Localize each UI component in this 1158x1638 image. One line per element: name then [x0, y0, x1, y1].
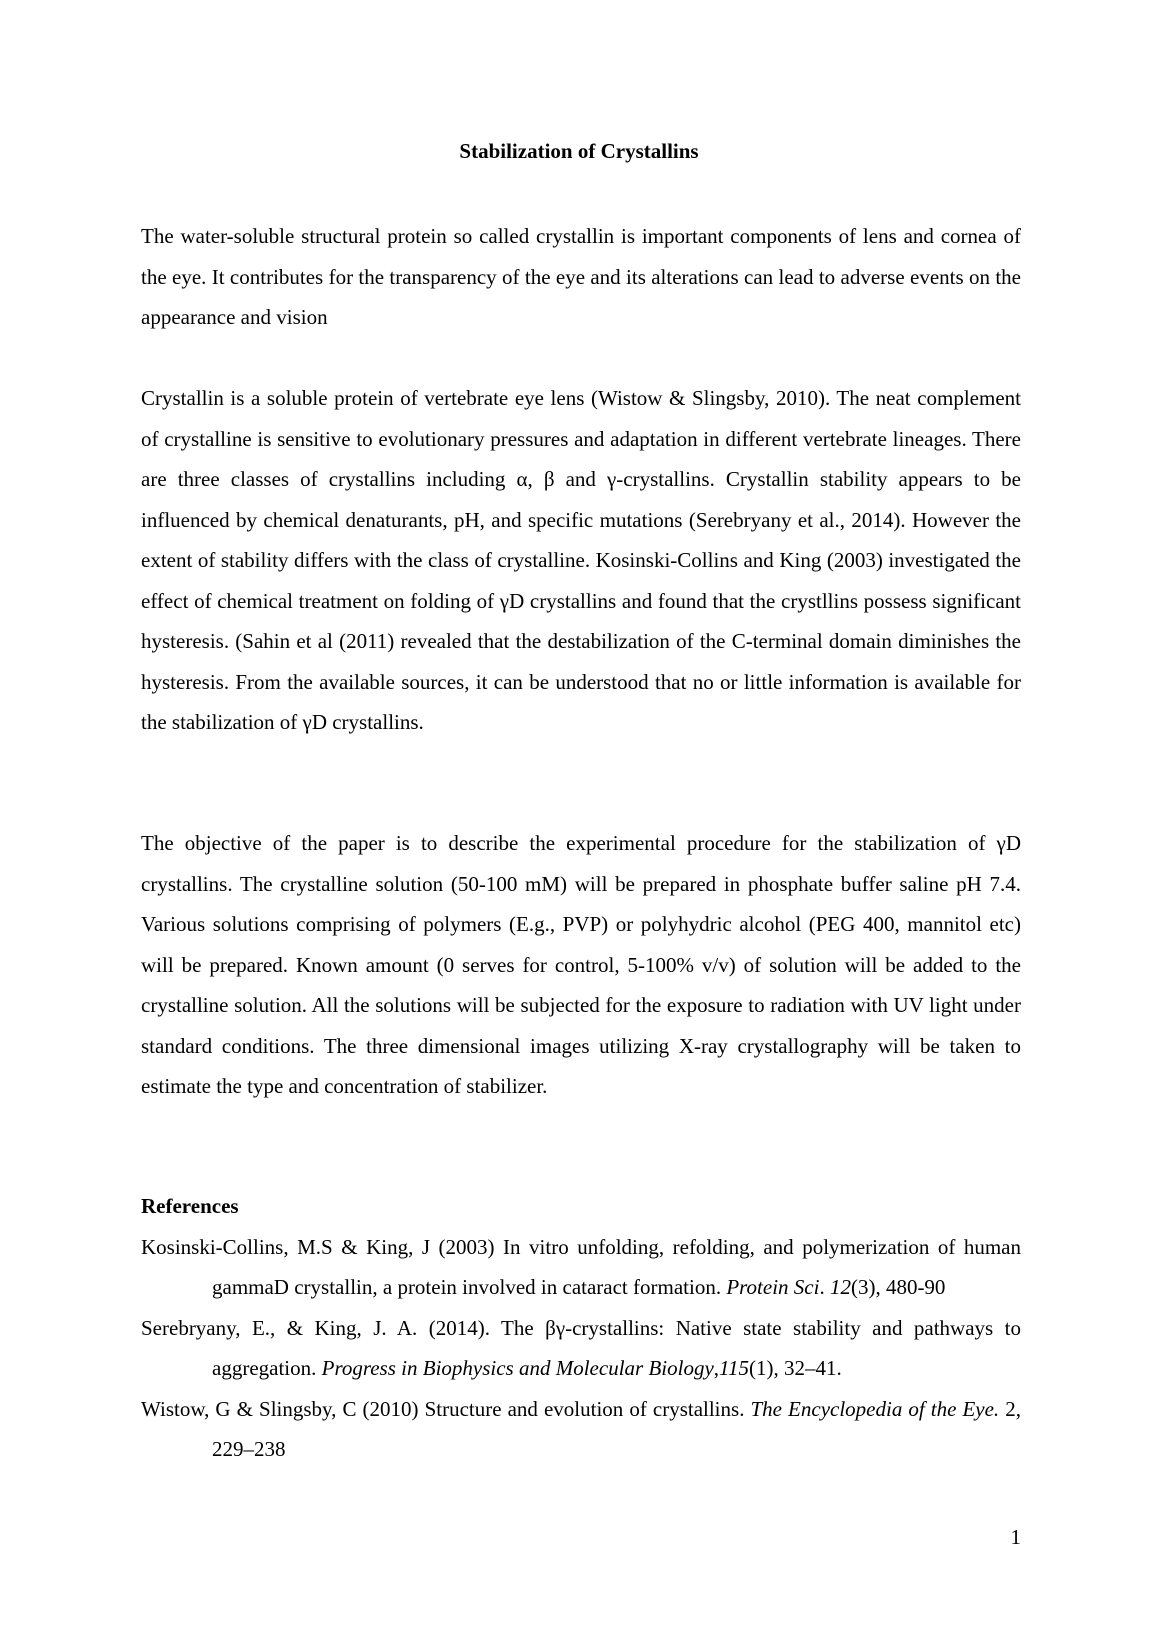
- reference-volume: 115: [719, 1356, 749, 1380]
- references-section: [141, 1186, 1021, 1470]
- reference-separator: ,: [713, 1356, 720, 1380]
- document-title: Stabilization of Crystallins: [459, 139, 699, 163]
- references-heading: References: [141, 1194, 239, 1218]
- reference-pages: (1), 32–41.: [748, 1356, 842, 1380]
- paragraph-background: Crystallin is a soluble protein of vertebrate eye lens (Wistow & Slingsby, 2010). The neat complement of crystalline is sensitive to evolutionary pressures and adaptation in different vertebrate lineages. There are three classes of crystallins including α, β and γ-crystallins. Crystallin stability appears to be influenced by chemical denaturants, pH, and specific mutations (Serebryany et al., 2014). However the extent of stability differs with the class of crystalline. Kosinski-Collins and King (2003) investigated the effect of chemical treatment on folding of γD crystallins and found that the crystllins possess significant hysteresis. (Sahin et al (2011) revealed that the destabilization of the C-terminal domain diminishes the hysteresis. From the available sources, it can be understood that no or little information is available for the stabilization of γD crystallins.: [141, 386, 1021, 734]
- reference-journal: Progress in Biophysics and Molecular Biology: [321, 1356, 714, 1380]
- page-number: 1: [1010, 1525, 1021, 1549]
- reference-text: Serebryany, E., & King, J. A. (2014). The βγ-crystallins: Native state stability and pathways to aggregation.: [141, 1315, 1021, 1380]
- reference-item: [141, 1227, 1021, 1308]
- reference-text: Wistow, G & Slingsby, C (2010) Structure and evolution of crystallins.: [141, 1396, 751, 1421]
- reference-item: [141, 1308, 1021, 1389]
- reference-journal: The Encyclopedia of the Eye.: [750, 1396, 1000, 1421]
- paragraph-intro: The water-soluble structural protein so called crystallin is important components of lens and cornea of the eye. It contributes for the transparency of the eye and its alterations can lead to adverse events on the appearance and vision: [141, 224, 1021, 329]
- reference-item: [141, 1389, 1021, 1470]
- paragraph-objective: The objective of the paper is to describe the experimental procedure for the stabilization of γD crystallins. The crystalline solution (50-100 mM) will be prepared in phosphate buffer saline pH 7.4. Various solutions comprising of polymers (E.g., PVP) or polyhydric alcohol (PEG 400, mannitol etc) will be prepared. Known amount (0 serves for control, 5-100% v/v) of solution will be added to the crystalline solution. All the solutions will be subjected for the exposure to radiation with UV light under standard conditions. The three dimensional images utilizing X-ray crystallography will be taken to estimate the type and concentration of stabilizer.: [141, 831, 1021, 1098]
- reference-journal: Protein Sci: [726, 1275, 820, 1299]
- reference-separator: .: [819, 1275, 830, 1299]
- reference-pages: 2, 229–238: [212, 1396, 1021, 1461]
- reference-text: Kosinski-Collins, M.S & King, J (2003) In vitro unfolding, refolding, and polymerization of human gammaD crystallin, a protein involved in cataract formation.: [141, 1234, 1021, 1299]
- reference-volume: 12: [829, 1275, 851, 1299]
- reference-pages: (3), 480-90: [850, 1275, 946, 1299]
